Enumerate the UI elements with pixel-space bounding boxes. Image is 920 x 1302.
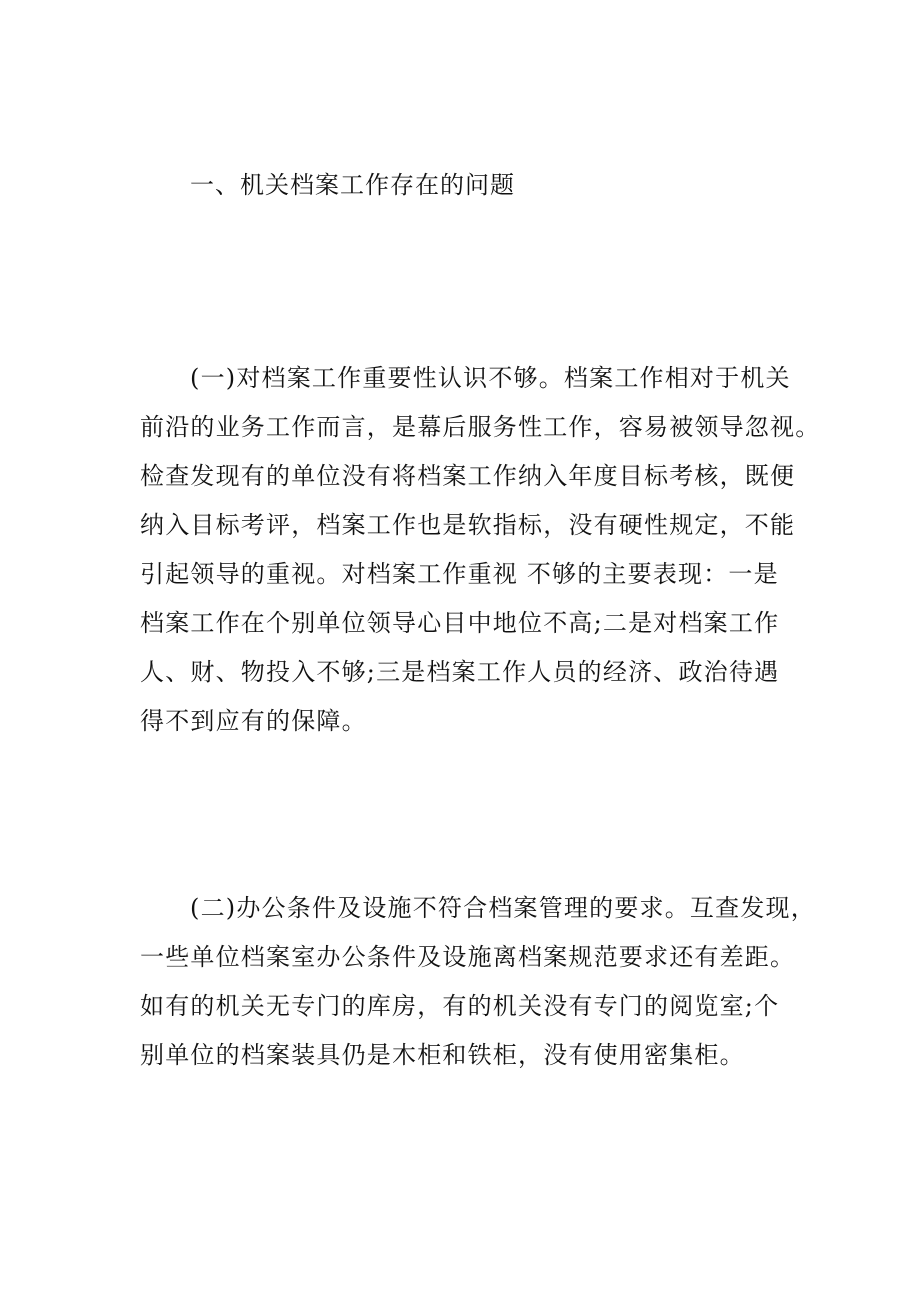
paragraph-line: 得不到应有的保障。	[140, 707, 367, 735]
paragraph-line: (二)办公条件及设施不符合档案管理的要求。互查发现，	[190, 894, 816, 922]
paragraph-line: 如有的机关无专门的库房，有的机关没有专门的阅览室;个	[140, 992, 780, 1020]
paragraph-line: 前沿的业务工作而言，是幕后服务性工作，容易被领导忽视。	[140, 413, 821, 441]
section-heading: 一、机关档案工作存在的问题	[190, 171, 515, 199]
paragraph-line: 别单位的档案装具仍是木柜和铁柜，没有使用密集柜。	[140, 1041, 745, 1069]
paragraph-1	[140, 354, 821, 746]
paragraph-line: 人、财、物投入不够;三是档案工作人员的经济、政治待遇	[140, 658, 780, 686]
paragraph-2	[140, 884, 816, 1080]
paragraph-line: 检查发现有的单位没有将档案工作纳入年度目标考核，既便	[140, 462, 796, 490]
paragraph-line: 档案工作在个别单位领导心目中地位不高;二是对档案工作	[140, 609, 780, 637]
paragraph-line: 引起领导的重视。对档案工作重视 不够的主要表现：一是	[140, 560, 779, 588]
paragraph-line: 一些单位档案室办公条件及设施离档案规范要求还有差距。	[140, 943, 796, 971]
paragraph-line: 纳入目标考评，档案工作也是软指标，没有硬性规定，不能	[140, 511, 796, 539]
paragraph-line: (一)对档案工作重要性认识不够。档案工作相对于机关	[190, 364, 791, 392]
